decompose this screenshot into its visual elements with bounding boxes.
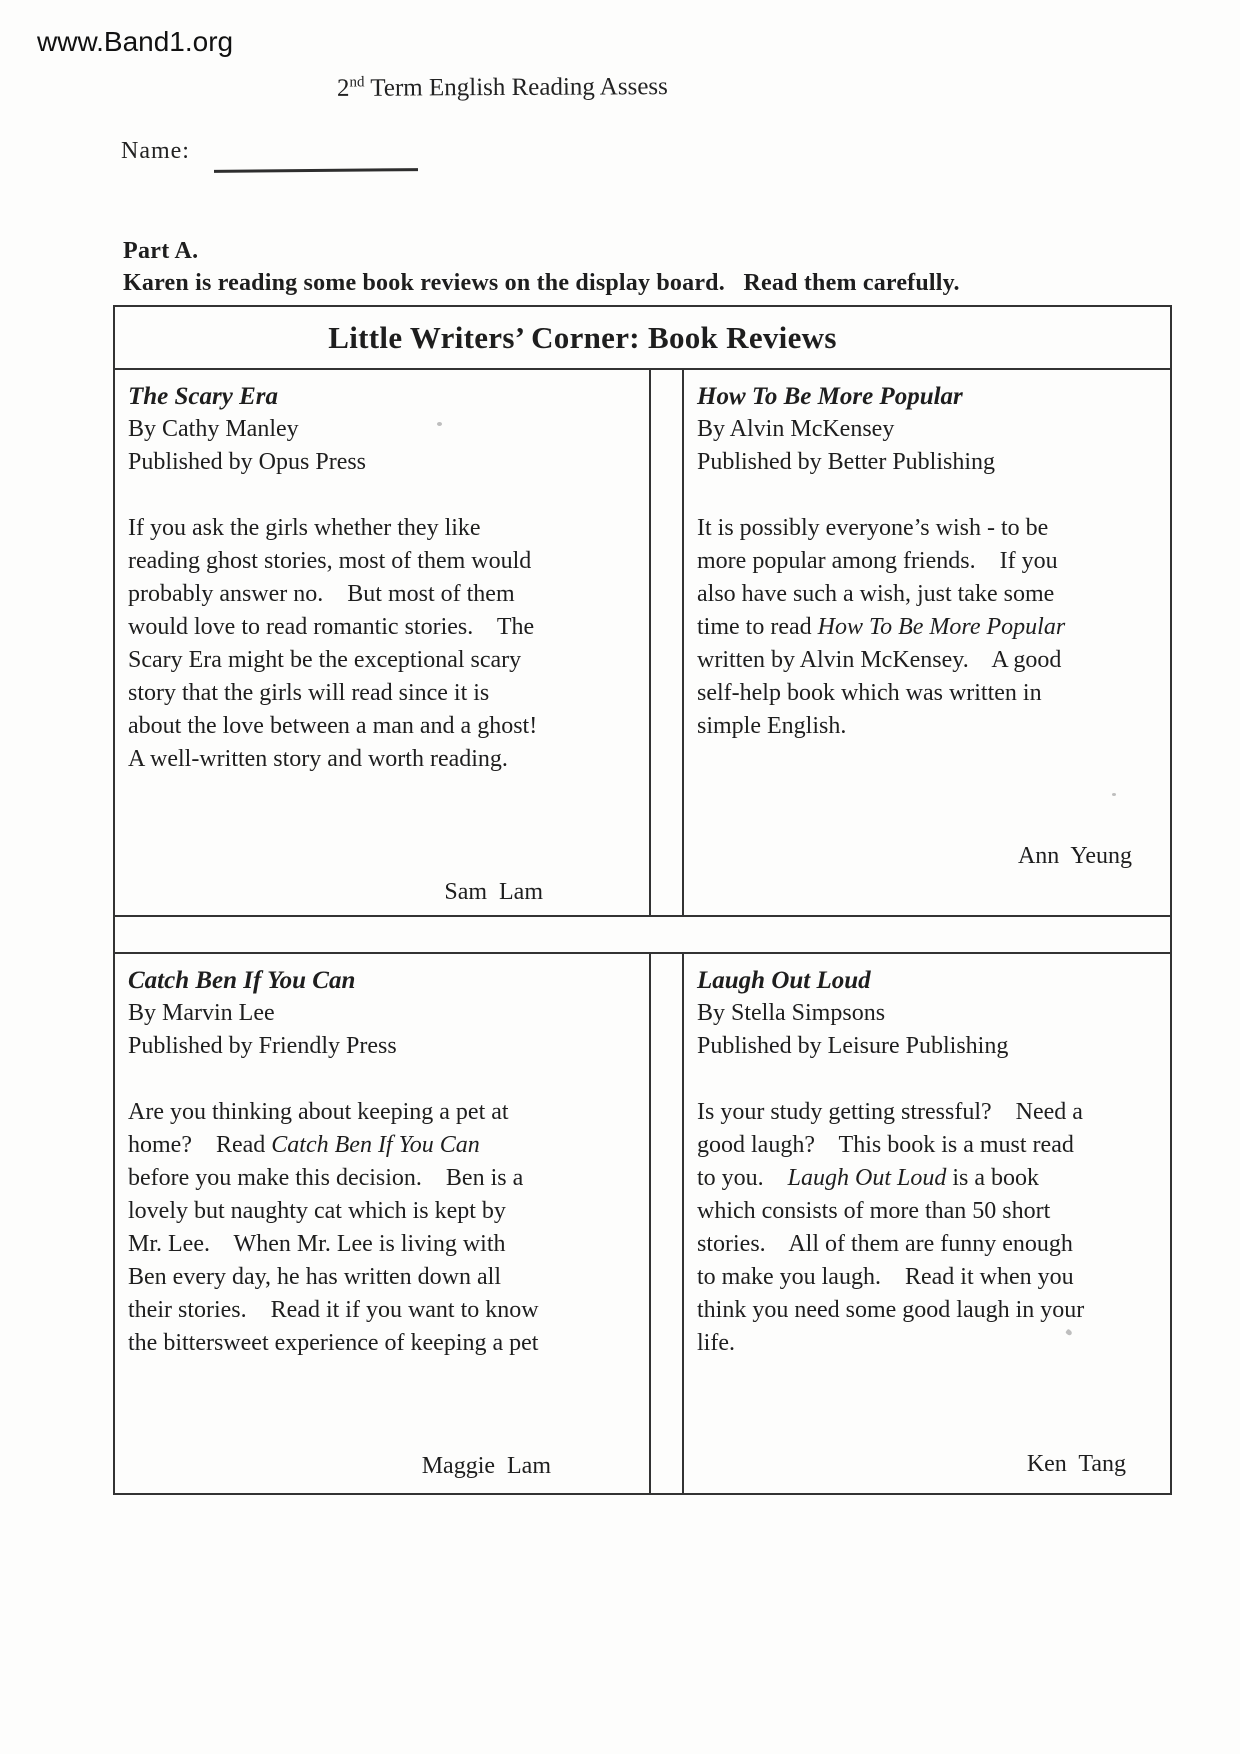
book-title: Catch Ben If You Can [128,967,356,994]
column-divider-gap [651,370,682,915]
review-body-line: self-help book which was written in [697,680,1042,706]
instruction-text: Karen is reading some book reviews on the display board. Read them carefully. [123,270,960,296]
book-reviews-board [113,305,1172,1495]
reviewer-name: Sam Lam [444,879,543,905]
review-body-line: story that the girls will read since it is [128,680,490,706]
review-card-the-scary-era [115,370,651,915]
review-body-line: It is possibly everyone’s wish - to be [697,515,1049,541]
review-body-line: would love to read romantic stories. The [128,614,535,640]
row-divider-gap [115,917,1170,954]
book-publisher: Published by Better Publishing [697,449,996,475]
review-body-line: the bittersweet experience of keeping a pet [128,1330,539,1356]
reviews-row-bottom [115,954,1170,1493]
book-title: Laugh Out Loud [697,967,871,994]
review-body [697,512,1160,743]
document-title [337,73,668,103]
review-body-line: reading ghost stories, most of them would [128,548,532,574]
reviewer-name: Ken Tang [1026,1451,1126,1477]
scan-artifact-dot [1112,793,1116,796]
review-body-line: probably answer no. But most of them [128,581,515,607]
review-body-line: before you make this decision. Ben is a [128,1165,524,1191]
review-body-line: to make you laugh. Read it when you [697,1264,1074,1290]
review-card-how-to-be-more-popular [682,370,1170,915]
review-body-line: simple English. [697,713,847,739]
review-body-line: Are you thinking about keeping a pet at [128,1099,509,1125]
scan-artifact-dot [437,422,442,426]
review-body-line: their stories. Read it if you want to know [128,1297,539,1323]
review-body-line: Is your study getting stressful? Need a [697,1099,1083,1125]
watermark-url: www.Band1.org [37,26,234,57]
book-author: By Alvin McKensey [697,416,895,442]
term-number: 2 [336,74,350,102]
review-body-line: stories. All of them are funny enough [697,1231,1073,1257]
review-body-line: Ben every day, he has written down all [128,1264,501,1290]
review-body-line: good laugh? This book is a must read [697,1132,1074,1158]
review-body [128,512,639,776]
review-body-line: A well-written story and worth reading. [128,746,508,772]
book-publisher: Published by Opus Press [128,449,367,475]
book-publisher: Published by Friendly Press [128,1033,397,1059]
review-body-line: think you need some good laugh in your [697,1297,1085,1323]
book-author: By Marvin Lee [128,1000,275,1026]
review-body [697,1096,1160,1360]
board-title-row [115,307,1170,370]
reviewer-name: Maggie Lam [421,1453,551,1479]
review-body-line: about the love between a man and a ghost! [128,713,538,739]
review-body-line: home? Read Catch Ben If You Can [128,1132,480,1158]
book-author: By Cathy Manley [128,416,299,442]
review-body-line: more popular among friends. If you [697,548,1058,574]
reviews-row-top [115,370,1170,917]
review-body-line: to you. Laugh Out Loud is a book [697,1165,1040,1191]
review-card-catch-ben-if-you-can [115,954,651,1493]
review-body-line: which consists of more than 50 short [697,1198,1051,1224]
review-body-line: time to read How To Be More Popular [697,614,1066,640]
book-publisher: Published by Leisure Publishing [697,1033,1009,1059]
book-title: How To Be More Popular [697,383,963,410]
review-body-line: Scary Era might be the exceptional scary [128,647,522,673]
column-divider-gap [651,954,682,1493]
book-author: By Stella Simpsons [697,1000,886,1026]
review-card-laugh-out-loud [682,954,1170,1493]
board-title: Little Writers’ Corner: Book Reviews [328,319,837,355]
review-body-line: Mr. Lee. When Mr. Lee is living with [128,1231,506,1257]
name-label-clipped: Name: [121,138,190,164]
review-body [128,1096,639,1360]
review-body-line: also have such a wish, just take some [697,581,1055,607]
document-title-text: Term English Reading Assess [364,73,668,102]
reviewer-name: Ann Yeung [1017,843,1132,869]
part-a-heading: Part A. [123,238,199,264]
name-blank-line [214,168,418,173]
review-body-line: If you ask the girls whether they like [128,515,481,541]
review-body-line: lovely but naughty cat which is kept by [128,1198,506,1224]
ordinal-suffix: nd [349,74,365,91]
review-body-line: written by Alvin McKensey. A good [697,647,1062,673]
review-body-line: life. [697,1330,735,1356]
book-title: The Scary Era [128,383,278,410]
